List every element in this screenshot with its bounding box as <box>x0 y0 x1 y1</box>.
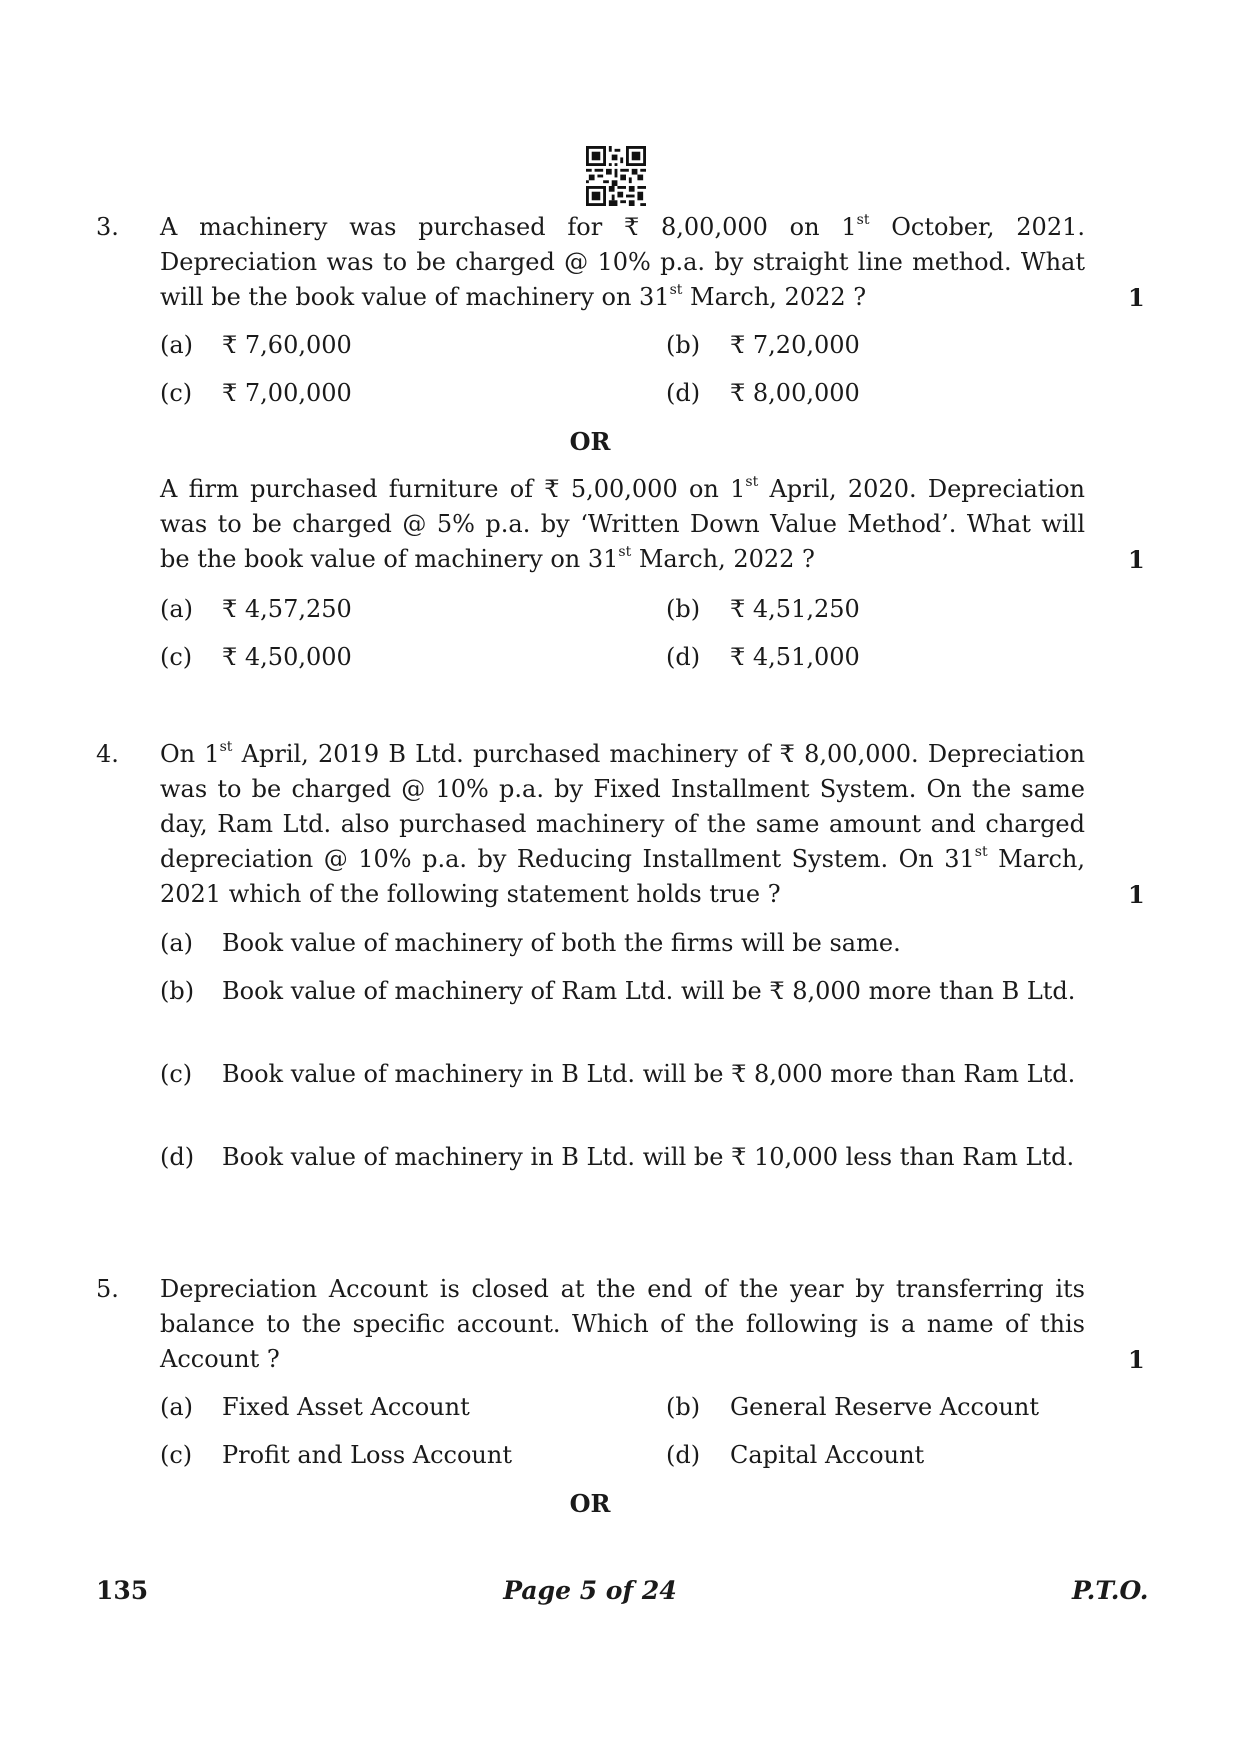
option-label: (a) <box>160 331 194 359</box>
question-4-text: On 1st April, 2019 B Ltd. purchased machinery of ₹ 8,00,000. Depreciation was to be charged @ 10% p.a. by Fixed Installment System. On the same day, Ram Ltd. also purchased machinery of the same amount and charged depreciation @ 10% p.a. by Reducing Installment System. On 31st March, 2021 which of the following statement holds true ? <box>160 739 1086 908</box>
option-text: ₹ 4,50,000 <box>222 643 352 671</box>
option-text: Fixed Asset Account <box>222 1393 470 1421</box>
option-text: Book value of machinery of Ram Ltd. will be ₹ 8,000 more than B Ltd. <box>222 977 1076 1005</box>
option-label: (c) <box>160 1060 193 1088</box>
question-3-marks: 1 <box>1128 283 1145 312</box>
option-label: (b) <box>666 595 701 623</box>
option-label: (c) <box>160 1441 193 1469</box>
option-label: (d) <box>160 1143 195 1171</box>
option-text: ₹ 4,51,000 <box>730 643 860 671</box>
question-3-alt-text: A firm purchased furniture of ₹ 5,00,000 on 1st April, 2020. Depreciation was to be charged @ 5% p.a. by ‘Written Down Value Method’. What will be the book value of machinery on 31st March, 2022 ? <box>160 474 1085 573</box>
option-text: ₹ 8,00,000 <box>730 379 860 407</box>
question-5-marks: 1 <box>1128 1345 1145 1374</box>
option-label: (a) <box>160 1393 194 1421</box>
option-text: Book value of machinery of both the firms will be same. <box>222 929 901 957</box>
option-text: ₹ 7,20,000 <box>730 331 860 359</box>
option-label: (d) <box>666 379 701 407</box>
option-label: (c) <box>160 379 193 407</box>
option-label: (a) <box>160 929 194 957</box>
option-label: (b) <box>160 977 195 1005</box>
option-text: ₹ 4,51,250 <box>730 595 860 623</box>
question-number: 4. <box>96 740 119 768</box>
option-label: (b) <box>666 331 701 359</box>
question-number: 5. <box>96 1275 119 1303</box>
option-text: ₹ 7,00,000 <box>222 379 352 407</box>
option-text: Capital Account <box>730 1441 925 1469</box>
question-number: 3. <box>96 213 119 241</box>
pto-label: P.T.O. <box>1072 1576 1149 1605</box>
option-text: General Reserve Account <box>730 1393 1039 1421</box>
question-3-text: A machinery was purchased for ₹ 8,00,000 on 1st October, 2021. Depreciation was to be charged @ 10% p.a. by straight line method. What will be the book value of machinery on 31st March, 2022 ? <box>160 212 1085 311</box>
or-separator: OR <box>569 427 611 456</box>
qr-code-icon <box>586 146 646 206</box>
option-label: (b) <box>666 1393 701 1421</box>
question-5-text: Depreciation Account is closed at the end of the year by transferring its balance to the specific account. Which of the following is a name of this Account ? <box>160 1275 1085 1373</box>
page-number: Page 5 of 24 <box>503 1576 677 1605</box>
option-text: Profit and Loss Account <box>222 1441 512 1469</box>
option-label: (c) <box>160 643 193 671</box>
option-text: Book value of machinery in B Ltd. will be ₹ 8,000 more than Ram Ltd. <box>222 1060 1076 1088</box>
option-text: ₹ 4,57,250 <box>222 595 352 623</box>
question-3-alt-marks: 1 <box>1128 545 1145 574</box>
question-4-marks: 1 <box>1128 880 1145 909</box>
option-label: (d) <box>666 1441 701 1469</box>
option-text: Book value of machinery in B Ltd. will be ₹ 10,000 less than Ram Ltd. <box>222 1143 1075 1171</box>
option-label: (a) <box>160 595 194 623</box>
or-separator: OR <box>569 1489 611 1518</box>
option-label: (d) <box>666 643 701 671</box>
paper-code: 135 <box>96 1576 149 1605</box>
option-text: ₹ 7,60,000 <box>222 331 352 359</box>
